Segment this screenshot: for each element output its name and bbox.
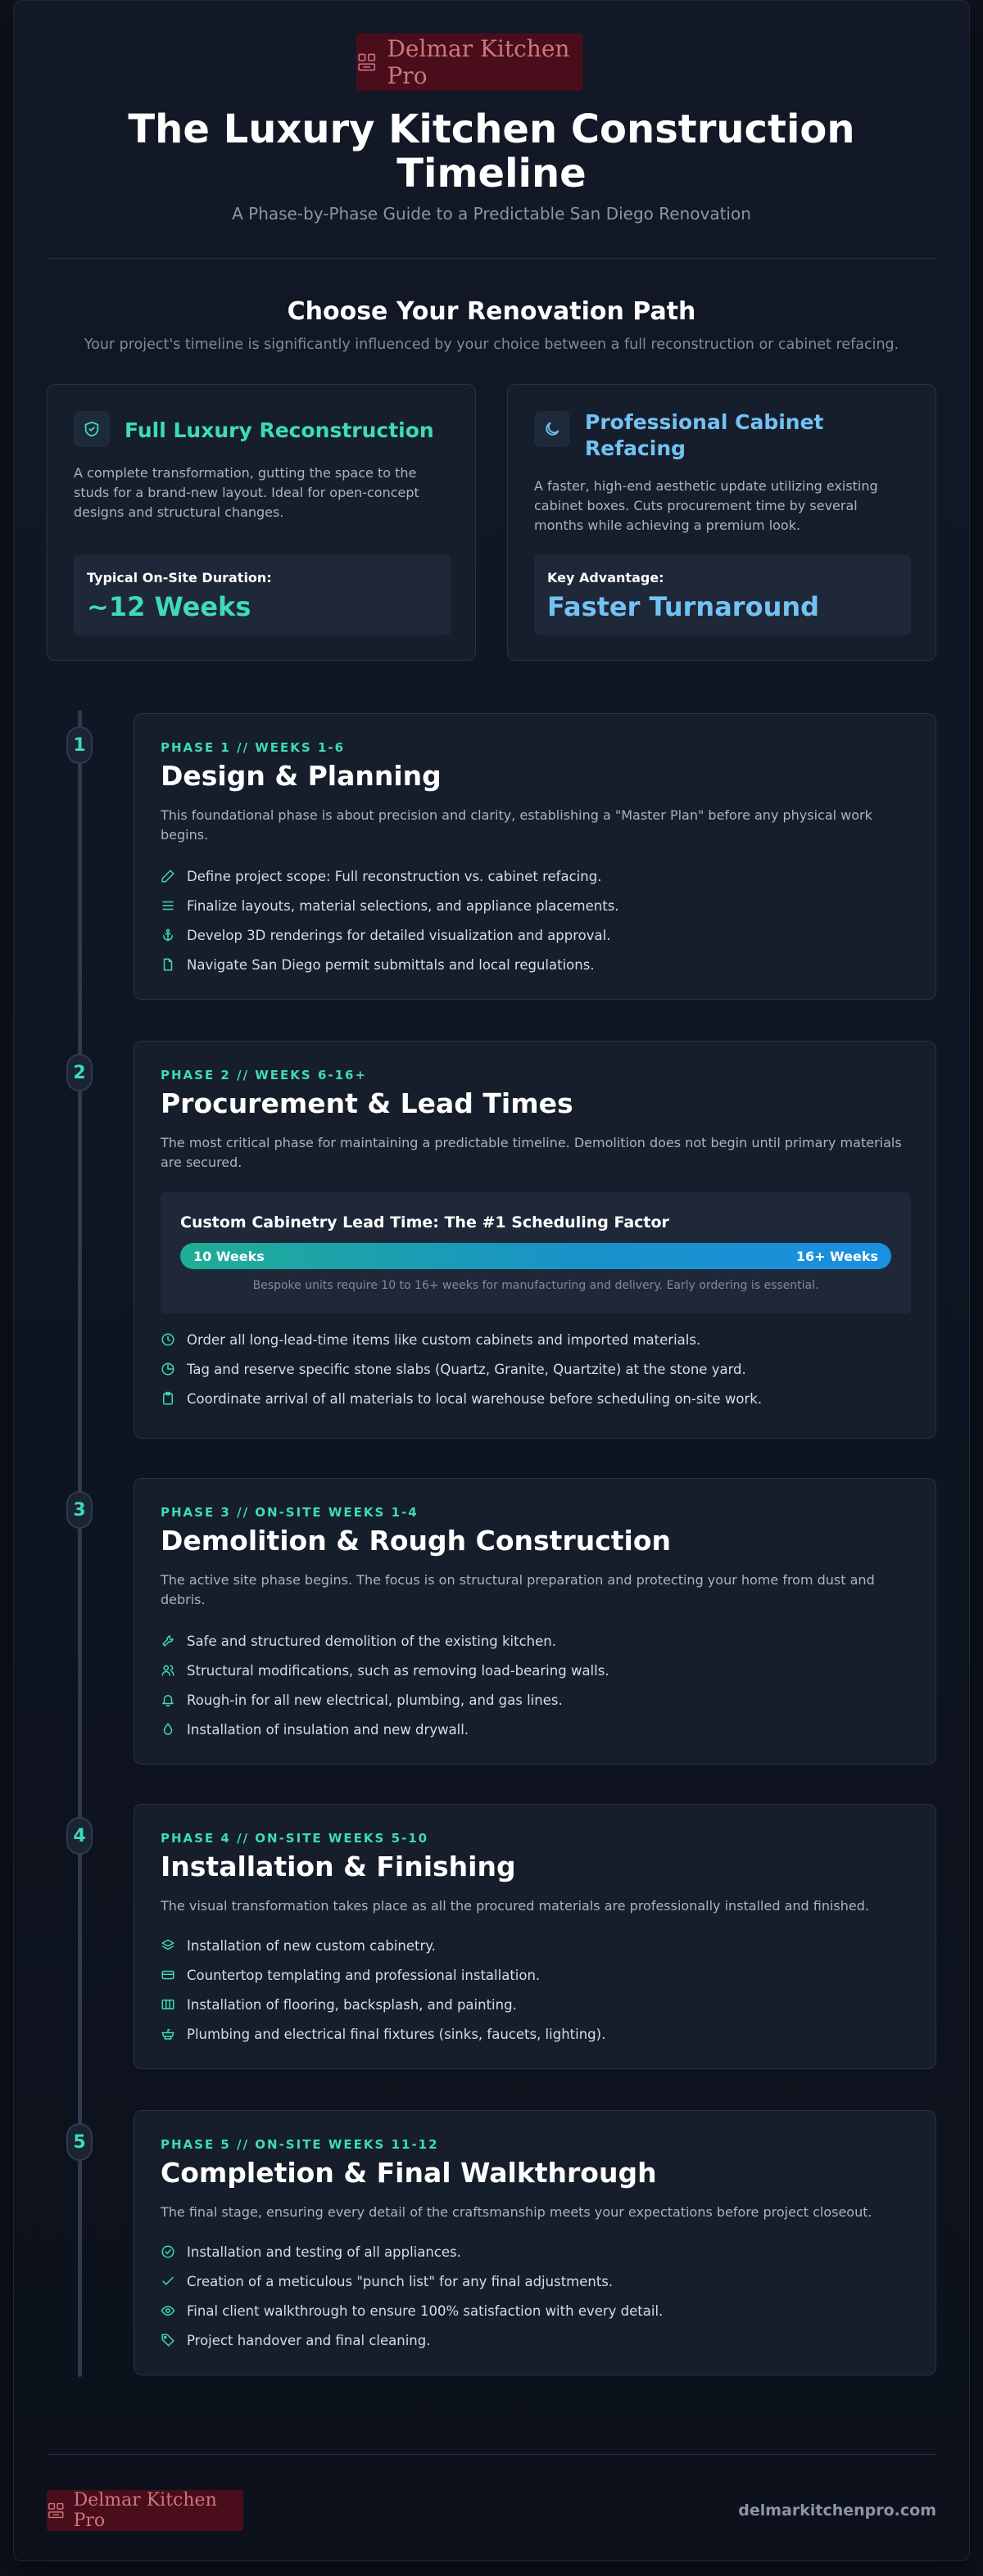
path-card-highlight xyxy=(534,555,911,635)
list-item xyxy=(161,1960,605,1990)
phase-label: PHASE 1 // WEEKS 1-6 xyxy=(161,740,346,755)
layers-icon xyxy=(161,1938,175,1953)
phase-card-3 xyxy=(134,1478,936,1765)
phase-card-2 xyxy=(134,1041,936,1439)
task-text: Rough-in for all new electrical, plumbing, and gas lines. xyxy=(187,1692,563,1708)
phase-label: PHASE 5 // ON-SITE WEEKS 11-12 xyxy=(161,2137,439,2152)
list-item xyxy=(161,2237,663,2266)
phase-description: The active site phase begins. The focus is on structural preparation and protecting your home from dust and debris. xyxy=(161,1572,875,1607)
path-section-subtitle: Your project's timeline is significantly influenced by your choice between a full reconstruction or cabinet refacing. xyxy=(84,337,899,353)
eye-icon xyxy=(161,2303,175,2318)
task-text: Installation of insulation and new drywall. xyxy=(187,1721,469,1738)
list-item xyxy=(161,2296,663,2325)
list-item xyxy=(161,2019,605,2049)
phase-description: The final stage, ensuring every detail of the craftsmanship meets your expectations before project closeout. xyxy=(161,2204,872,2220)
task-text: Finalize layouts, material selections, and appliance placements. xyxy=(187,897,619,914)
list-item xyxy=(161,1354,762,1384)
sink-icon xyxy=(161,2027,175,2041)
infographic-page xyxy=(13,0,970,2561)
path-card-description: A faster, high-end aesthetic update utilizing existing cabinet boxes. Cuts procurement time by several months while achieving a premium look. xyxy=(534,478,878,533)
list-item xyxy=(161,920,619,950)
phase-card-4 xyxy=(134,1804,936,2069)
highlight-value: Faster Turnaround xyxy=(547,591,820,622)
phase-task-list xyxy=(161,1931,605,2049)
phase-label: PHASE 4 // ON-SITE WEEKS 5-10 xyxy=(161,1831,429,1846)
list-item xyxy=(161,2266,663,2296)
path-section-title: Choose Your Renovation Path xyxy=(287,297,696,326)
phase-title: Design & Planning xyxy=(161,760,442,792)
list-item xyxy=(161,1715,609,1744)
clipboard-icon xyxy=(161,1391,175,1406)
phase-title: Completion & Final Walkthrough xyxy=(161,2157,657,2189)
bell-icon xyxy=(161,1692,175,1707)
task-text: Project handover and final cleaning. xyxy=(187,2332,431,2348)
task-text: Countertop templating and professional installation. xyxy=(187,1967,541,1983)
path-card-title: Professional Cabinet Refacing xyxy=(585,410,824,460)
moon-icon xyxy=(534,411,570,447)
pie-chart-icon xyxy=(161,1362,175,1376)
highlight-label: Key Advantage: xyxy=(547,570,664,585)
phase-label: PHASE 3 // ON-SITE WEEKS 1-4 xyxy=(161,1505,419,1520)
task-text: Develop 3D renderings for detailed visualization and approval. xyxy=(187,927,611,943)
list-item xyxy=(161,1931,605,1960)
brand-logo xyxy=(356,34,582,91)
task-text: Tag and reserve specific stone slabs (Quartz, Granite, Quartzite) at the stone yard. xyxy=(187,1361,746,1377)
phase-marker-5: 5 xyxy=(66,2123,93,2161)
lead-time-box xyxy=(161,1192,911,1313)
phase-card-5 xyxy=(134,2110,936,2375)
path-card-title: Full Luxury Reconstruction xyxy=(125,418,434,442)
droplet-icon xyxy=(161,1722,175,1737)
task-text: Installation of new custom cabinetry. xyxy=(187,1937,436,1954)
task-text: Final client walkthrough to ensure 100% satisfaction with every detail. xyxy=(187,2303,664,2319)
anchor-icon xyxy=(161,928,175,942)
lead-time-bar xyxy=(180,1243,891,1269)
shield-check-icon xyxy=(74,411,110,447)
header-divider xyxy=(47,258,936,259)
brand-name: Delmar Kitchen Pro xyxy=(387,35,570,89)
phase-marker-2: 2 xyxy=(66,1054,93,1091)
list-item xyxy=(161,1990,605,2019)
tag-icon xyxy=(161,2333,175,2348)
phase-label: PHASE 2 // WEEKS 6-16+ xyxy=(161,1068,368,1082)
clock-icon xyxy=(161,1332,175,1347)
path-card-reconstruction xyxy=(47,384,476,661)
list-item xyxy=(161,1325,762,1354)
path-card-description: A complete transformation, gutting the space to the studs for a brand-new layout. Ideal for open-concept designs and structural changes. xyxy=(74,465,419,520)
pencil-icon xyxy=(161,869,175,884)
footer-divider xyxy=(47,2454,936,2455)
lead-time-end: 16+ Weeks xyxy=(795,1249,878,1264)
footer-logo xyxy=(47,2490,243,2531)
phase-marker-1: 1 xyxy=(66,726,93,764)
path-card-highlight xyxy=(74,555,451,635)
list-item xyxy=(161,861,619,891)
check-circle-icon xyxy=(161,2244,175,2259)
columns-icon xyxy=(161,1997,175,2012)
phase-task-list xyxy=(161,2237,663,2355)
task-text: Safe and structured demolition of the existing kitchen. xyxy=(187,1633,556,1649)
phase-card-1 xyxy=(134,713,936,1000)
task-text: Plumbing and electrical final fixtures (sinks, faucets, lighting). xyxy=(187,2026,606,2042)
website-link[interactable]: delmarkitchenpro.com xyxy=(738,2501,936,2520)
phase-task-list xyxy=(161,861,619,979)
phase-description: The most critical phase for maintaining a predictable timeline. Demolition does not begin until primary materials are secured. xyxy=(161,1135,902,1170)
phase-task-list xyxy=(161,1626,609,1744)
phase-description: This foundational phase is about precision and clarity, establishing a "Master Plan" before any physical work begins. xyxy=(161,807,872,843)
task-text: Define project scope: Full reconstruction vs. cabinet refacing. xyxy=(187,868,602,884)
phase-title: Procurement & Lead Times xyxy=(161,1087,573,1119)
check-icon xyxy=(161,2274,175,2289)
list-item xyxy=(161,950,619,979)
task-text: Installation and testing of all appliances. xyxy=(187,2244,461,2260)
list-item xyxy=(161,1685,609,1715)
list-item xyxy=(161,2325,663,2355)
phase-marker-3: 3 xyxy=(66,1491,93,1529)
list-item xyxy=(161,1656,609,1685)
list-icon xyxy=(161,898,175,913)
path-card-refacing xyxy=(507,384,936,661)
task-text: Order all long-lead-time items like custom cabinets and imported materials. xyxy=(187,1331,701,1348)
list-item xyxy=(161,891,619,920)
kitchen-icon xyxy=(356,50,377,75)
phase-task-list xyxy=(161,1325,762,1413)
list-item xyxy=(161,1384,762,1413)
task-text: Coordinate arrival of all materials to local warehouse before scheduling on-site work. xyxy=(187,1390,763,1407)
task-text: Creation of a meticulous "punch list" for any final adjustments. xyxy=(187,2273,614,2289)
lead-time-note: Bespoke units require 10 to 16+ weeks for manufacturing and delivery. Early ordering is essential. xyxy=(252,1279,819,1292)
page-subtitle: A Phase-by-Phase Guide to a Predictable San Diego Renovation xyxy=(232,204,751,224)
task-text: Installation of flooring, backsplash, and painting. xyxy=(187,1996,517,2013)
phase-title: Installation & Finishing xyxy=(161,1851,516,1882)
lead-time-start: 10 Weeks xyxy=(193,1249,265,1264)
lead-time-title: Custom Cabinetry Lead Time: The #1 Scheduling Factor xyxy=(180,1213,669,1232)
phase-marker-4: 4 xyxy=(66,1817,93,1855)
phase-title: Demolition & Rough Construction xyxy=(161,1525,672,1557)
highlight-value: ~12 Weeks xyxy=(87,591,251,622)
highlight-label: Typical On-Site Duration: xyxy=(87,570,272,585)
phase-description: The visual transformation takes place as all the procured materials are professionally installed and finished. xyxy=(161,1898,869,1914)
users-icon xyxy=(161,1663,175,1678)
task-text: Navigate San Diego permit submittals and local regulations. xyxy=(187,956,595,973)
list-item xyxy=(161,1626,609,1656)
wrench-icon xyxy=(161,1634,175,1648)
page-title: The Luxury Kitchen Construction Timeline xyxy=(128,106,855,197)
countertop-icon xyxy=(161,1968,175,1982)
file-icon xyxy=(161,957,175,972)
task-text: Structural modifications, such as removing load-bearing walls. xyxy=(187,1662,609,1679)
brand-name: Delmar Kitchen Pro xyxy=(73,2490,217,2531)
kitchen-icon xyxy=(47,2501,66,2520)
